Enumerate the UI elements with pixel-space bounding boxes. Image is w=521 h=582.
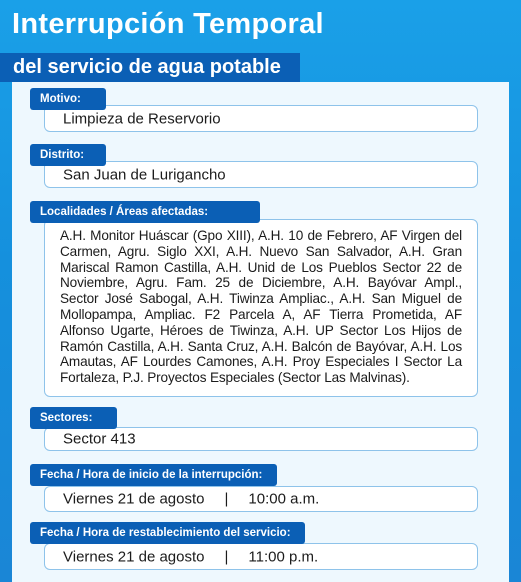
page-subtitle: del servicio de agua potable: [0, 53, 300, 82]
sectores-label: Sectores:: [30, 407, 117, 429]
motivo-label: Motivo:: [30, 88, 106, 110]
restablecimiento-date: Viernes 21 de agosto: [63, 548, 205, 565]
restablecimiento-value: [63, 548, 318, 565]
distrito-value: San Juan de Lurigancho: [63, 166, 226, 183]
inicio-value: [63, 491, 319, 508]
inicio-date: Viernes 21 de agosto: [63, 490, 205, 508]
restablecimiento-separator: |: [224, 548, 229, 565]
sectores-field: [44, 427, 478, 451]
inicio-time: 10:00 a.m.: [248, 490, 320, 508]
inicio-label: Fecha / Hora de inicio de la interrupción:: [30, 464, 277, 486]
motivo-field: [44, 105, 478, 132]
localidades-label: Localidades / Áreas afectadas:: [30, 201, 260, 223]
sectores-value: Sector 413: [63, 430, 136, 448]
distrito-label: Distrito:: [30, 144, 106, 166]
localidades-field: [44, 219, 478, 397]
page-title: Interrupción Temporal: [12, 8, 324, 40]
restablecimiento-time: 11:00 p.m.: [248, 548, 319, 565]
localidades-value: A.H. Monitor Huáscar (Gpo XIII), A.H. 10 de Febrero, AF Virgen del Carmen, Agru. Siglo XXI, A.H. Nuevo San Salvador, A.H. Gran Mariscal Ramon Castilla, A.H. Unid de Los Pueblos Sector 22 de Noviembre, Agru. Fam. 25 de Diciembre, A.H. Bayóvar Ampl., Sector José Sabogal, A.H. Tiwinza Ampliac., A.H. San Miguel de Mollopampa, Ampliac. F2 Parcela A, AF Tierra Prometida, AF Alfonso Ugarte, Héroes de Tiwinza, A.H. UP Sector Los Hijos de Ramón Castilla, A.H. Santa Cruz, A.H. Balcón de Bayóvar, A.H. Los Amautas, AF Lourdes Camones, A.H. Proy Especiales I Sector La Fortaleza, P.J. Proyectos Especiales (Sector Las Malvinas).: [60, 228, 462, 386]
motivo-value: Limpieza de Reservorio: [63, 110, 221, 127]
inicio-field: [44, 486, 478, 512]
restablecimiento-field: [44, 543, 478, 570]
distrito-field: [44, 161, 478, 188]
inicio-separator: |: [224, 490, 229, 508]
restablecimiento-label: Fecha / Hora de restablecimiento del servicio:: [30, 522, 305, 544]
